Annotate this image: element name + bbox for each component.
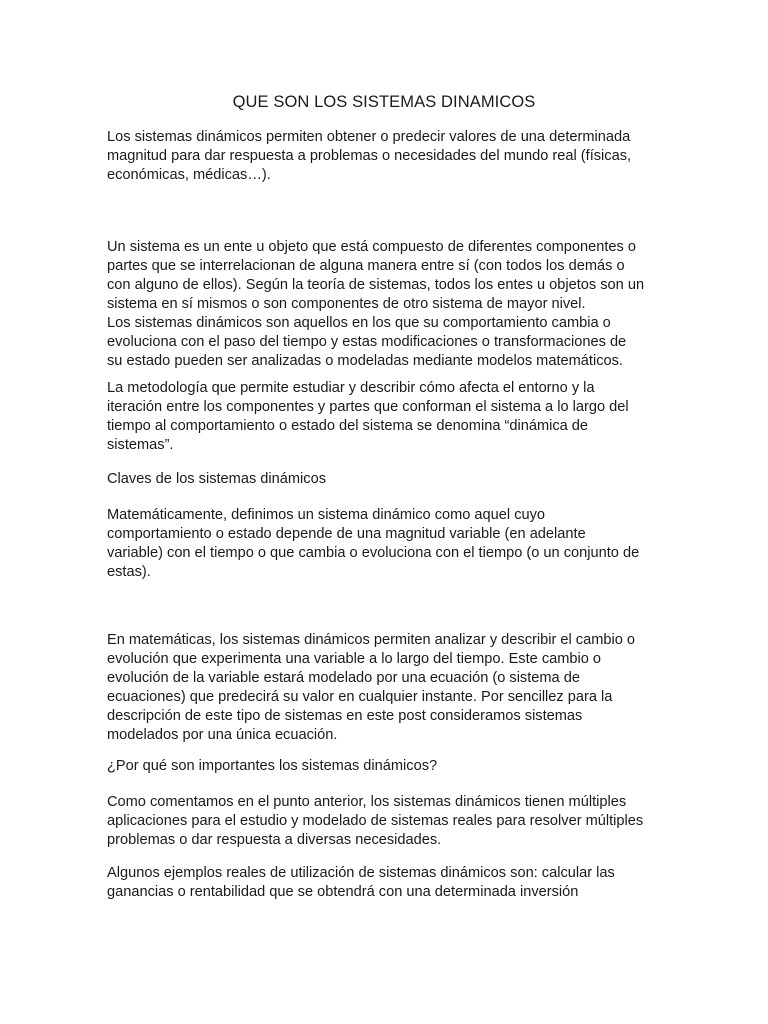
text-line: problemas o dar respuesta a diversas necesidades.: [107, 832, 442, 848]
text-line: Un sistema es un ente u objeto que está compuesto de diferentes componentes o: [107, 239, 636, 255]
paragraph-methodology: [107, 379, 667, 455]
document-title: QUE SON LOS SISTEMAS DINAMICOS: [232, 93, 536, 111]
text-line: En matemáticas, los sistemas dinámicos permiten analizar y describir el cambio o: [107, 632, 636, 648]
text-line: Matemáticamente, definimos un sistema dinámico como aquel cuyo: [107, 507, 546, 523]
paragraph-mathematical-definition: [107, 506, 667, 582]
text-line: tiempo al comportamiento o estado del sistema se denomina “dinámica de: [107, 418, 589, 434]
text-line: sistemas”.: [107, 437, 174, 453]
text-line: evolución de la variable estará modelado por una ecuación (o sistema de: [107, 670, 580, 686]
paragraph-applications: [107, 793, 667, 850]
text-line: Como comentamos en el punto anterior, los sistemas dinámicos tienen múltiples: [107, 794, 627, 810]
text-line: magnitud para dar respuesta a problemas o necesidades del mundo real (físicas,: [107, 148, 632, 164]
text-line: con alguno de ellos). Según la teoría de sistemas, todos los entes u objetos son un: [107, 277, 645, 293]
paragraph-mathematics: [107, 631, 667, 745]
section-heading-importance: [107, 757, 667, 776]
text-line: partes que se interrelacionan de alguna manera entre sí (con todos los demás o: [107, 258, 625, 274]
text-line: modelados por una única ecuación.: [107, 727, 338, 743]
paragraph-definition: [107, 238, 667, 371]
text-line: Los sistemas dinámicos son aquellos en los que su comportamiento cambia o: [107, 315, 611, 331]
text-line: variable) con el tiempo o que cambia o evoluciona con el tiempo (o un conjunto de: [107, 545, 640, 561]
text-line: sistema en sí mismos o son componentes de otro sistema de mayor nivel.: [107, 296, 586, 312]
text-line: comportamiento o estado depende de una magnitud variable (en adelante: [107, 526, 586, 542]
text-line: La metodología que permite estudiar y describir cómo afecta el entorno y la: [107, 380, 595, 396]
text-line: Los sistemas dinámicos permiten obtener o predecir valores de una determinada: [107, 129, 631, 145]
text-line: evolución que experimenta una variable a lo largo del tiempo. Este cambio o: [107, 651, 602, 667]
text-line: descripción de este tipo de sistemas en este post consideramos sistemas: [107, 708, 583, 724]
text-line: su estado pueden ser analizadas o modeladas mediante modelos matemáticos.: [107, 353, 623, 369]
text-line: económicas, médicas…).: [107, 167, 271, 183]
text-line: ganancias o rentabilidad que se obtendrá con una determinada inversión: [107, 884, 579, 900]
text-line: evoluciona con el paso del tiempo y estas modificaciones o transformaciones de: [107, 334, 627, 350]
text-line: iteración entre los componentes y partes que conforman el sistema a lo largo del: [107, 399, 629, 415]
text-line: ecuaciones) que predecirá su valor en cualquier instante. Por sencillez para la: [107, 689, 613, 705]
paragraph-examples: [107, 864, 667, 902]
text-line: aplicaciones para el estudio y modelado de sistemas reales para resolver múltiples: [107, 813, 644, 829]
text-line: Claves de los sistemas dinámicos: [107, 471, 326, 487]
text-line: Algunos ejemplos reales de utilización de sistemas dinámicos son: calcular las: [107, 865, 615, 881]
paragraph-intro: [107, 128, 667, 185]
section-heading-claves: [107, 470, 667, 489]
text-line: estas).: [107, 564, 151, 580]
text-line: ¿Por qué son importantes los sistemas dinámicos?: [107, 758, 438, 774]
